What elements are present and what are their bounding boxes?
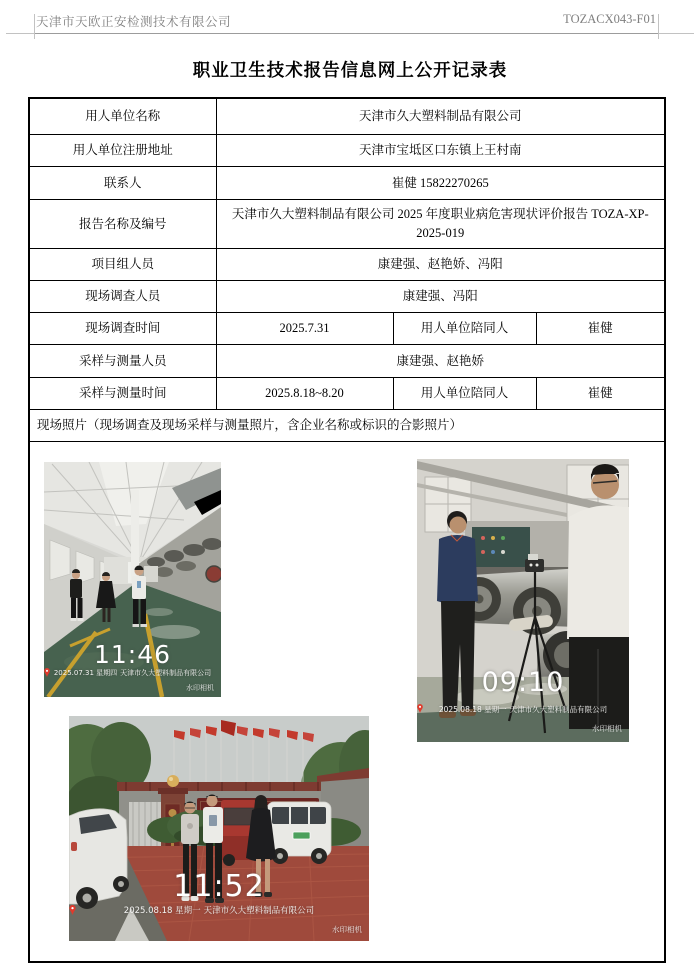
photo-timestamp: 11:46 xyxy=(93,640,172,669)
table-row xyxy=(29,281,665,313)
machine-wheel xyxy=(206,566,221,582)
control-panel xyxy=(472,527,530,567)
table-row xyxy=(29,410,665,442)
value-survey-date: 2025.7.31 xyxy=(216,313,393,345)
margin-mark xyxy=(6,33,34,34)
label-employer-address: 用人单位注册地址 xyxy=(29,135,216,167)
table-row xyxy=(29,200,665,249)
table-row xyxy=(29,135,665,167)
label-sampling-date: 采样与测量时间 xyxy=(29,378,216,410)
value-companion-2: 崔健 xyxy=(536,378,665,410)
label-survey-date: 现场调查时间 xyxy=(29,313,216,345)
photo-date: 2025.07.31 星期四 xyxy=(53,669,118,677)
photo-site-survey xyxy=(44,462,221,697)
photo-group-at-gate xyxy=(69,716,369,941)
location-pin-icon xyxy=(44,668,50,677)
record-table xyxy=(28,97,666,963)
watermark-camera-label: 水印相机 xyxy=(186,684,214,692)
photos-area xyxy=(29,442,665,963)
value-sampling-personnel: 康建强、赵艳娇 xyxy=(216,345,665,378)
white-minivan xyxy=(267,802,331,864)
header-rule xyxy=(35,33,658,34)
location-pin-icon xyxy=(69,905,76,915)
sampler-device xyxy=(525,559,544,572)
page-title: 职业卫生技术报告信息网上公开记录表 xyxy=(192,60,508,80)
photo-timestamp: 09:10 xyxy=(481,667,565,698)
table-row xyxy=(29,442,665,963)
photo-timestamp: 11:52 xyxy=(173,869,265,904)
photo-company: 天津市久大塑料制品有限公司 xyxy=(509,705,608,714)
photo-caption xyxy=(69,905,369,918)
photo-sampling-measurement xyxy=(417,459,629,742)
label-companion-1: 用人单位陪同人 xyxy=(393,313,536,345)
table-row xyxy=(29,313,665,345)
margin-mark xyxy=(659,33,694,34)
location-pin-icon xyxy=(417,704,423,713)
label-project-team: 项目组人员 xyxy=(29,249,216,281)
label-survey-personnel: 现场调查人员 xyxy=(29,281,216,313)
photo-date: 2025.08.18 星期一 xyxy=(123,906,201,916)
green-license-plate xyxy=(293,832,310,839)
value-survey-personnel: 康建强、冯阳 xyxy=(216,281,665,313)
table-row xyxy=(29,249,665,281)
photo-company: 天津市久大塑料制品有限公司 xyxy=(203,906,315,916)
value-contact-person: 崔健 15822270265 xyxy=(216,167,665,200)
label-employer-name: 用人单位名称 xyxy=(29,98,216,135)
table-row xyxy=(29,98,665,135)
value-companion-1: 崔健 xyxy=(536,313,665,345)
photo-date: 2025.08.18 星期一 xyxy=(438,705,507,714)
header-company-name: 天津市天欧正安检测技术有限公司 xyxy=(36,15,232,29)
label-contact-person: 联系人 xyxy=(29,167,216,200)
margin-mark xyxy=(34,14,35,39)
photo-caption xyxy=(417,704,629,715)
table-row xyxy=(29,345,665,378)
table-row xyxy=(29,167,665,200)
photo-caption xyxy=(44,668,221,679)
watermark-camera-label: 水印相机 xyxy=(592,724,622,733)
value-project-team: 康建强、赵艳娇、冯阳 xyxy=(216,249,665,281)
label-companion-2: 用人单位陪同人 xyxy=(393,378,536,410)
header-doc-code: TOZACX043-F01 xyxy=(563,12,656,26)
watermark-camera-label: 水印相机 xyxy=(332,925,362,934)
photos-section-header: 现场照片（现场调查及现场采样与测量照片，含企业名称或标识的合影照片） xyxy=(29,410,665,442)
value-sampling-date: 2025.8.18~8.20 xyxy=(216,378,393,410)
value-employer-name: 天津市久大塑料制品有限公司 xyxy=(216,98,665,135)
value-employer-address: 天津市宝坻区口东镇上王村南 xyxy=(216,135,665,167)
label-sampling-personnel: 采样与测量人员 xyxy=(29,345,216,378)
label-report-name-number: 报告名称及编号 xyxy=(29,200,216,249)
table-row xyxy=(29,378,665,410)
photo-company: 天津市久大塑料制品有限公司 xyxy=(120,669,212,677)
margin-mark xyxy=(658,14,659,39)
value-report-name-number: 天津市久大塑料制品有限公司 2025 年度职业病危害现状评价报告 TOZA-XP-2025-019 xyxy=(216,200,665,249)
